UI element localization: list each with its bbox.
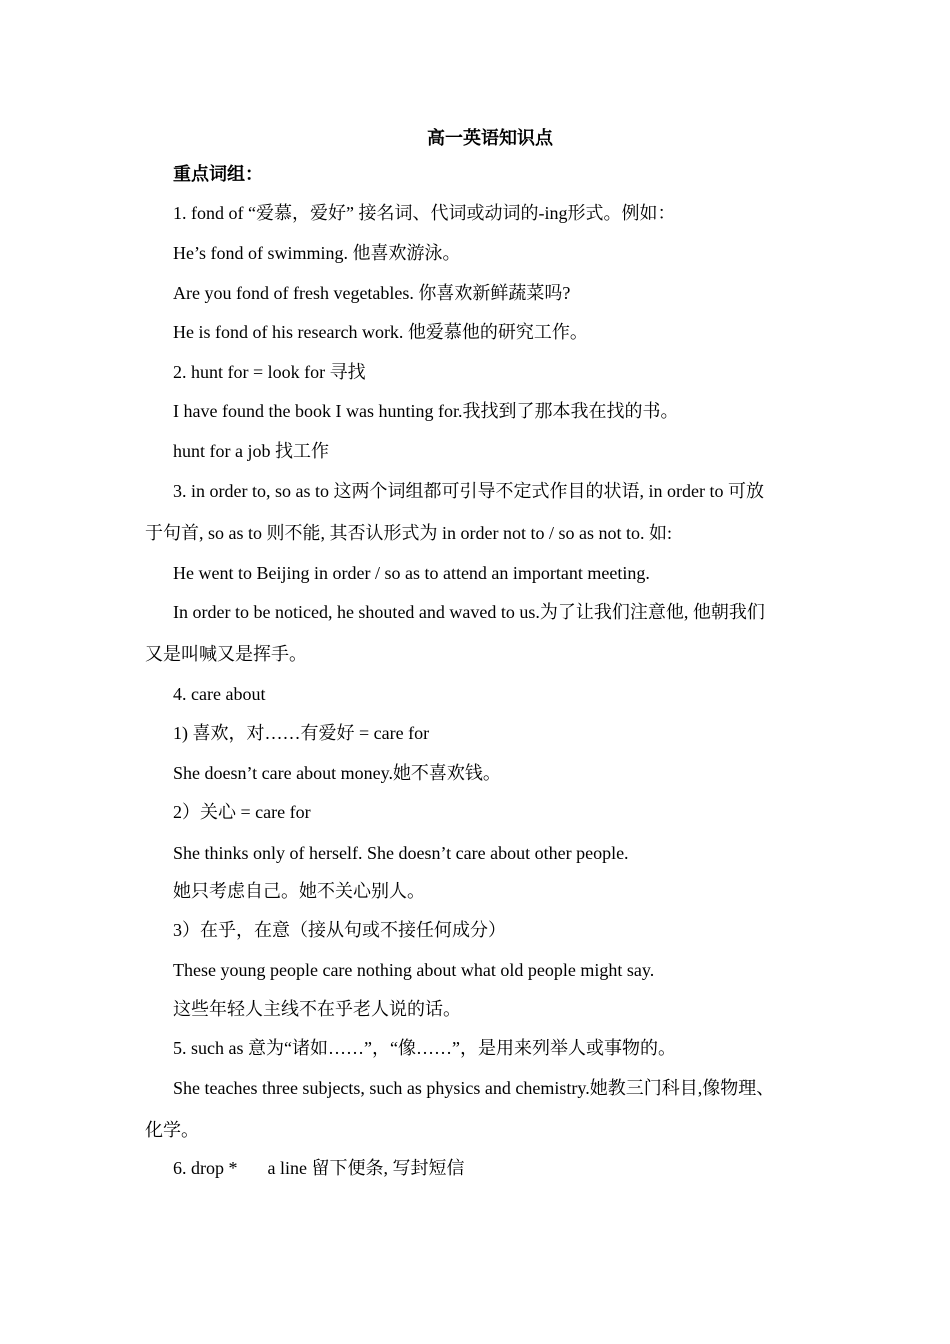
text-line: He’s fond of swimming. 他喜欢游泳。 [173,243,461,263]
text-line: 这些年轻人主线不在乎老人说的话。 [173,999,461,1019]
text-line: 又是叫喊又是挥手。 [145,644,307,664]
text-line: 4. care about [173,684,266,704]
document-title: 高一英语知识点 [427,128,553,148]
text-line: These young people care nothing about what old people might say. [173,960,655,980]
text-line: 2）关心 = care for [173,802,311,822]
text-line: 3. in order to, so as to 这两个词组都可引导不定式作目的状语, in order to 可放 [173,481,764,501]
text-line: 2. hunt for = look for 寻找 [173,362,366,382]
last-line-part1: 6. drop * [173,1158,238,1178]
text-line: 于句首, so as to 则不能, 其否认形式为 in order not to / so as not to. 如: [145,523,672,543]
text-line: 1. fond of “爱慕，爱好” 接名词、代词或动词的-ing形式。例如： [173,203,676,223]
text-line: In order to be noticed, he shouted and waved to us.为了让我们注意他, 他朝我们 [173,602,765,622]
text-line: Are you fond of fresh vegetables. 你喜欢新鲜蔬菜吗? [173,283,571,303]
text-line: 化学。 [145,1120,199,1140]
text-line: hunt for a job 找工作 [173,441,329,461]
text-line: He is fond of his research work. 他爱慕他的研究工作。 [173,322,588,342]
text-line: He went to Beijing in order / so as to attend an important meeting. [173,563,650,583]
text-line: 5. such as 意为“诸如……”，“像……”，是用来列举人或事物的。 [173,1038,676,1058]
section-heading: 重点词组： [173,164,263,184]
text-line: She thinks only of herself. She doesn’t care about other people. [173,843,629,863]
text-line-last [173,1156,464,1180]
text-line: 1) 喜欢，对……有爱好 = care for [173,723,430,743]
text-line: She doesn’t care about money.她不喜欢钱。 [173,763,501,783]
text-line: 3）在乎，在意（接从句或不接任何成分） [173,920,506,940]
text-line: She teaches three subjects, such as physics and chemistry.她教三门科目,像物理、 [173,1078,775,1098]
text-line: 她只考虑自己。她不关心别人。 [173,881,425,901]
last-line-part2: a line 留下便条, 写封短信 [267,1158,465,1178]
text-line: I have found the book I was hunting for.我找到了那本我在找的书。 [173,401,679,421]
